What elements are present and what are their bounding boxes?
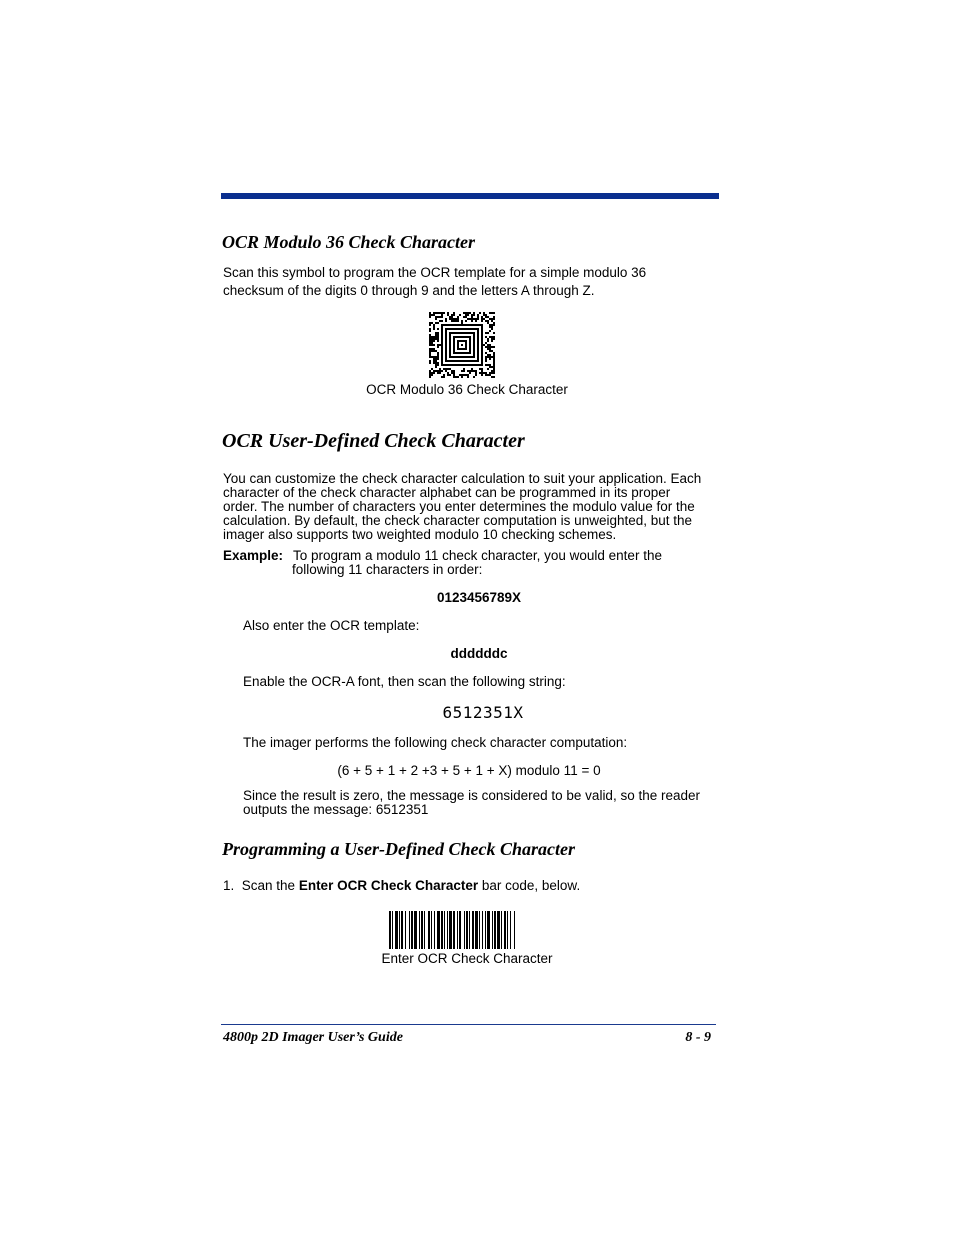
step-suffix: bar code, below.: [478, 878, 581, 893]
section2-paragraph: [223, 472, 701, 542]
header-rule: [221, 193, 719, 199]
paragraph-line: character of the check character alphabet can be programmed in its proper: [223, 485, 671, 500]
linear-barcode-enter-ocr-check: [389, 911, 547, 949]
section-heading-user-defined: OCR User-Defined Check Character: [222, 430, 525, 452]
font-intro: Enable the OCR-A font, then scan the following string:: [243, 674, 566, 689]
section1-body-line-1: Scan this symbol to program the OCR template for a simple modulo 36: [223, 265, 647, 280]
example-label: Example:: [223, 548, 284, 563]
footer-rule: [221, 1024, 716, 1025]
aztec-barcode-modulo-36: [429, 312, 495, 378]
paragraph-line: calculation. By default, the check character computation is unweighted, but the: [223, 513, 693, 528]
result-line-2: outputs the message: 6512351: [243, 802, 429, 817]
section-heading-programming: Programming a User-Defined Check Character: [222, 839, 575, 859]
step-bold-label: Enter OCR Check Character: [298, 878, 479, 893]
result-line-1: Since the result is zero, the message is considered to be valid, so the reader: [243, 788, 700, 803]
section-heading-ocr-modulo-36: OCR Modulo 36 Check Character: [222, 232, 476, 252]
example-line-1: To program a modulo 11 check character, you would enter the: [293, 548, 662, 563]
computation-formula: (6 + 5 + 1 + 2 +3 + 5 + 1 + X) modulo 11 = 0: [337, 763, 601, 778]
example-line-2: following 11 characters in order:: [292, 562, 483, 577]
step-prefix: 1. Scan the: [223, 878, 299, 893]
paragraph-line: You can customize the check character calculation to suit your application. Each: [223, 471, 702, 486]
barcode-caption-modulo-36: OCR Modulo 36 Check Character: [366, 382, 568, 397]
footer-title: 4800p 2D Imager User’s Guide: [223, 1030, 403, 1045]
template-intro: Also enter the OCR template:: [243, 618, 420, 633]
barcode-caption-enter-ocr-check: Enter OCR Check Character: [381, 951, 553, 966]
step-1: [223, 879, 580, 893]
footer-page-number: 8 - 9: [685, 1030, 711, 1045]
section1-body-line-2: checksum of the digits 0 through 9 and the letters A through Z.: [223, 283, 595, 298]
ocr-a-string: 6512351X: [442, 703, 524, 722]
computation-intro: The imager performs the following check character computation:: [243, 735, 628, 750]
ocr-template: ddddddc: [450, 646, 508, 661]
paragraph-line: order. The number of characters you enter determines the modulo value for the: [223, 499, 695, 514]
check-characters: 0123456789X: [436, 590, 522, 605]
paragraph-line: imager also supports two weighted modulo 10 checking schemes.: [223, 527, 617, 542]
